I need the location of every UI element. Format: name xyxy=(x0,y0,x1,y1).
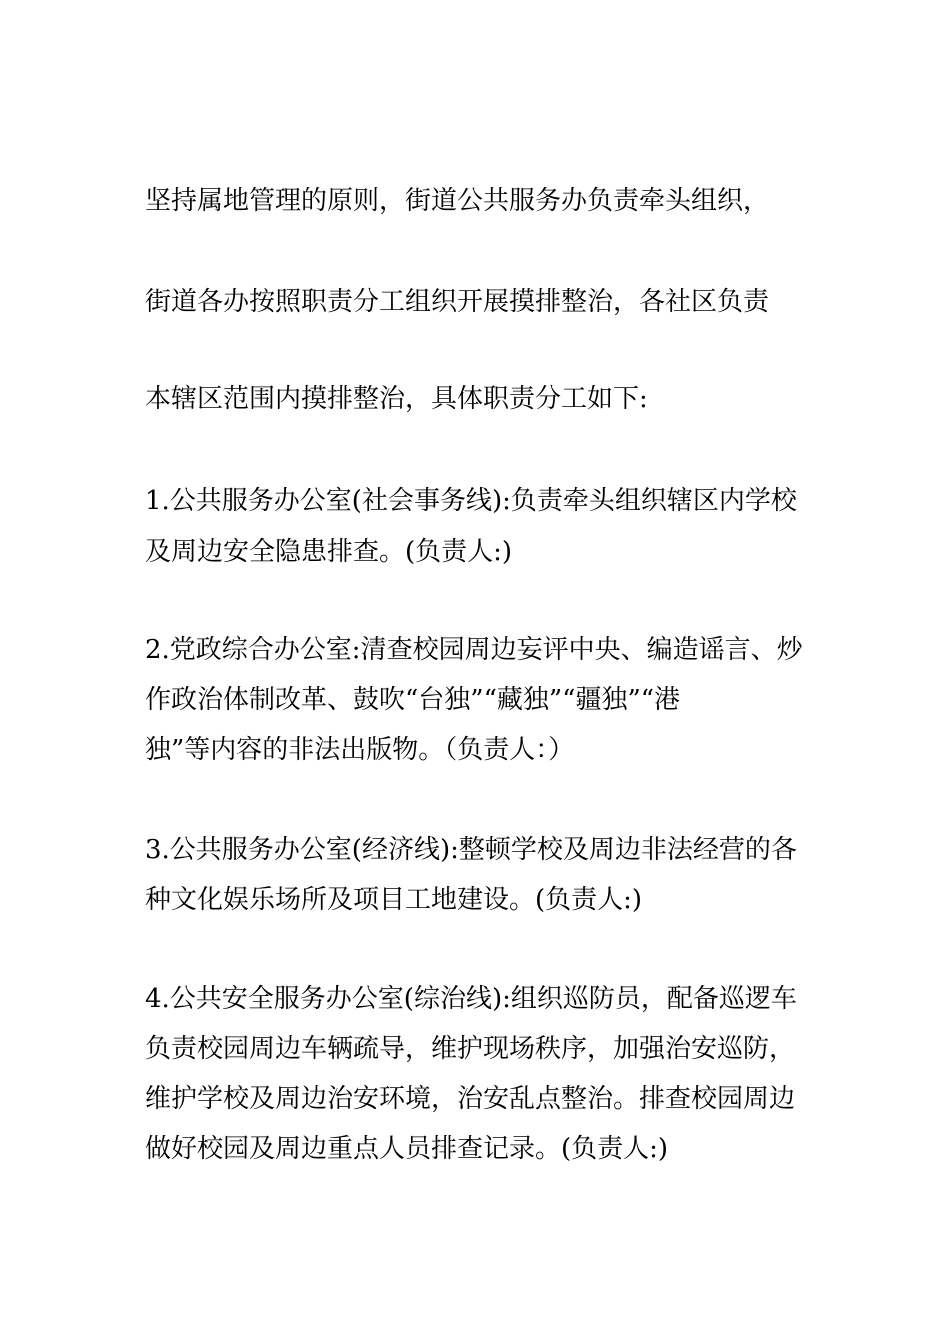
intro-line-3: 本辖区范围内摸排整治，具体职责分工如下: xyxy=(145,384,648,414)
item-2-line-1: 2.党政综合办公室:清查校园周边妄评中央、编造谣言、炒 xyxy=(145,635,803,665)
item-3-line-1: 3.公共服务办公室(经济线):整顿学校及周边非法经营的各 xyxy=(145,835,797,865)
item-4-line-2: 负责校园周边车辆疏导，维护现场秩序，加强治安巡防， xyxy=(145,1034,796,1064)
item-2-line-3: 独”等内容的非法出版物。（负责人：） xyxy=(145,735,575,765)
item-4-line-4: 做好校园及周边重点人员排查记录。(负责人:) xyxy=(145,1134,669,1164)
intro-line-1: 坚持属地管理的原则，街道公共服务办负责牵头组织， xyxy=(145,186,770,216)
item-1-line-1: 1.公共服务办公室(社会事务线):负责牵头组织辖区内学校 xyxy=(145,486,797,516)
item-4-line-3: 维护学校及周边治安环境，治安乱点整治。排查校园周边 xyxy=(145,1084,796,1114)
item-3-line-2: 种文化娱乐场所及项目工地建设。(负责人:) xyxy=(145,885,643,915)
intro-line-2: 街道各办按照职责分工组织开展摸排整治，各社区负责 xyxy=(145,287,770,317)
item-2-line-2: 作政治体制改革、鼓吹“台独”“藏独”“疆独”“港 xyxy=(145,685,681,715)
item-1-line-2: 及周边安全隐患排查。(负责人:) xyxy=(145,537,513,567)
item-4-line-1: 4.公共安全服务办公室(综治线):组织巡防员，配备巡逻车 xyxy=(145,984,797,1014)
